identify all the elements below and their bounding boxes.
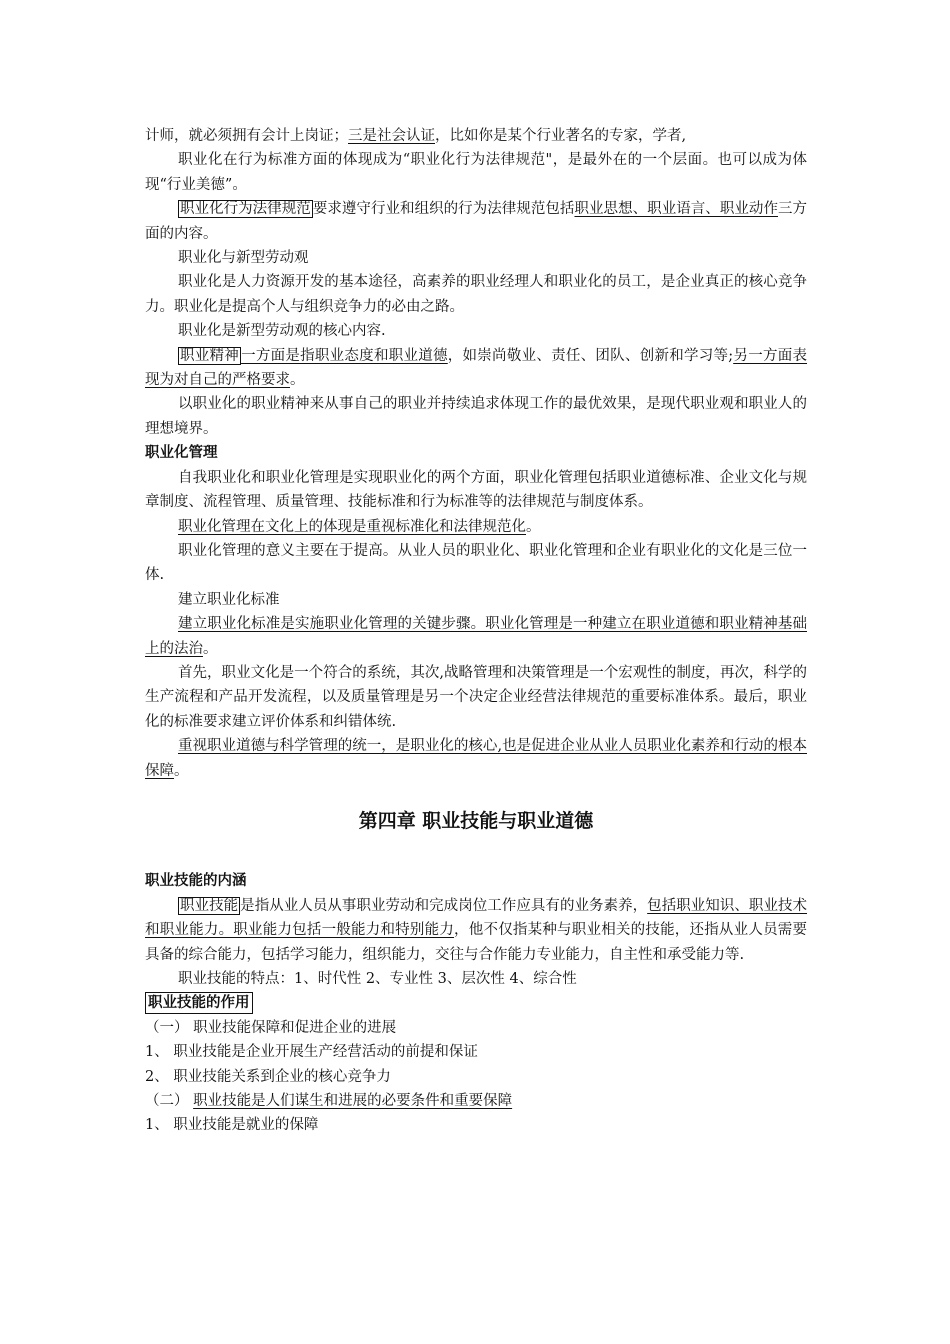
underlined-text: 另一方面表现为对自己的严格要求	[145, 347, 808, 389]
underlined-text: 职业化管理在文化上的体现是重视标准化和法律规范化	[178, 518, 526, 535]
boxed-term: 职业精神	[180, 347, 240, 364]
paragraph: 职业化管理的意义主要在于提高。从业人员的职业化、职业化管理和企业有职业化的文化是三位一体.	[145, 542, 807, 584]
paragraph: 职业化行为法律规范 要求遵守行业和组织的行为法律规范包括职业思想、职业语言、职业动作三方面的内容。	[145, 201, 808, 242]
underlined-text: 重视职业道德与科学管理的统一，是职业化的核心,也是促进企业从业人员职业化素养和行动的根本保障	[145, 738, 807, 779]
paragraph: 职业精神 一方面是指职业态度和职业道德，如崇尚敬业、责任、团队、创新和学习等;另一方面表现为对自己的严格要求。	[145, 347, 808, 389]
section-heading-boxed: 职业技能的作用	[145, 991, 807, 1015]
underlined-text: 包括职业知识、职业技术和职业能力。职业能力包括一般能力和特别能力	[145, 897, 808, 939]
paragraph: 职业化与新型劳动观	[178, 250, 309, 267]
list-item: 2、 职业技能关系到企业的核心竞争力	[145, 1068, 391, 1085]
underlined-text: 职业技能是人们谋生和进展的必要条件和重要保障	[193, 1093, 513, 1110]
list-item: 1、 职业技能是企业开展生产经营活动的前提和保证	[145, 1044, 478, 1061]
section-heading: 职业技能的内涵	[145, 873, 247, 890]
section-heading: 职业化管理	[145, 445, 218, 462]
underlined-text: 一方面是指职业态度和职业道德	[241, 347, 448, 364]
paragraph: 建立职业化标准是实施职业化管理的关键步骤。职业化管理是一种建立在职业道德和职业精神基础上的法治。	[145, 616, 807, 657]
list-item: （一） 职业技能保障和促进企业的进展	[145, 1019, 397, 1036]
paragraph: 职业技能的特点：1、时代性 2、专业性 3、层次性 4、综合性	[178, 971, 577, 987]
paragraph: 职业化是新型劳动观的核心内容.	[178, 323, 386, 340]
paragraph: 建立职业化标准	[178, 591, 280, 608]
boxed-term: 职业技能	[180, 897, 239, 914]
paragraph: 职业化在行为标准方面的体现成为“职业化行为法律规范"，是最外在的一个层面。也可以成为体现“行业美德”。	[145, 152, 807, 193]
paragraph: 职业技能 是指从业人员从事职业劳动和完成岗位工作应具有的业务素养，包括职业知识、职业技术和职业能力。职业能力包括一般能力和特别能力，他不仅指某种与职业相关的技能，还指从业人员需要具备的综合能力，包括学习能力，组织能力，交往与合作能力专业能力，自主性和承受能力等.	[145, 897, 808, 963]
chapter-title: 第四章 职业技能与职业道德	[358, 809, 594, 832]
underlined-text: 建立职业化标准是实施职业化管理的关键步骤。职业化管理是一种建立在职业道德和职业精神基础上的法治	[145, 616, 807, 657]
list-item: （二） 职业技能是人们谋生和进展的必要条件和重要保障	[145, 1093, 513, 1110]
underlined-text: 三是社会认证	[348, 128, 435, 144]
paragraph: 职业化是人力资源开发的基本途径，高素养的职业经理人和职业化的员工，是企业真正的核心竞争力。职业化是提高个人与组织竞争力的必由之路。	[145, 274, 807, 315]
paragraph: 自我职业化和职业化管理是实现职业化的两个方面，职业化管理包括职业道德标准、企业文化与规章制度、流程管理、质量管理、技能标准和行为标准等的法律规范与制度体系。	[145, 469, 807, 511]
paragraph: 计师，就必须拥有会计上岗证；三是社会认证，比如你是某个行业著名的专家，学者,	[145, 128, 687, 144]
document-body	[145, 124, 807, 1138]
paragraph: 以职业化的职业精神来从事自己的职业并持续追求体现工作的最优效果，是现代职业观和职业人的理想境界。	[145, 396, 807, 437]
paragraph: 职业化管理在文化上的体现是重视标准化和法律规范化。	[178, 518, 541, 535]
paragraph: 重视职业道德与科学管理的统一，是职业化的核心,也是促进企业从业人员职业化素养和行动的根本保障。	[145, 738, 807, 779]
paragraph: 首先，职业文化是一个符合的系统，其次,战略管理和决策管理是一个宏观性的制度，再次，科学的生产流程和产品开发流程，以及质量管理是另一个决定企业经营法律规范的重要标准体系。最后，职业化的标准要求建立评价体系和纠错体统.	[145, 664, 807, 730]
list-item: 1、 职业技能是就业的保障	[145, 1117, 319, 1134]
boxed-term: 职业化行为法律规范	[180, 201, 311, 218]
underlined-text: 职业思想、职业语言、职业动作	[574, 201, 778, 218]
